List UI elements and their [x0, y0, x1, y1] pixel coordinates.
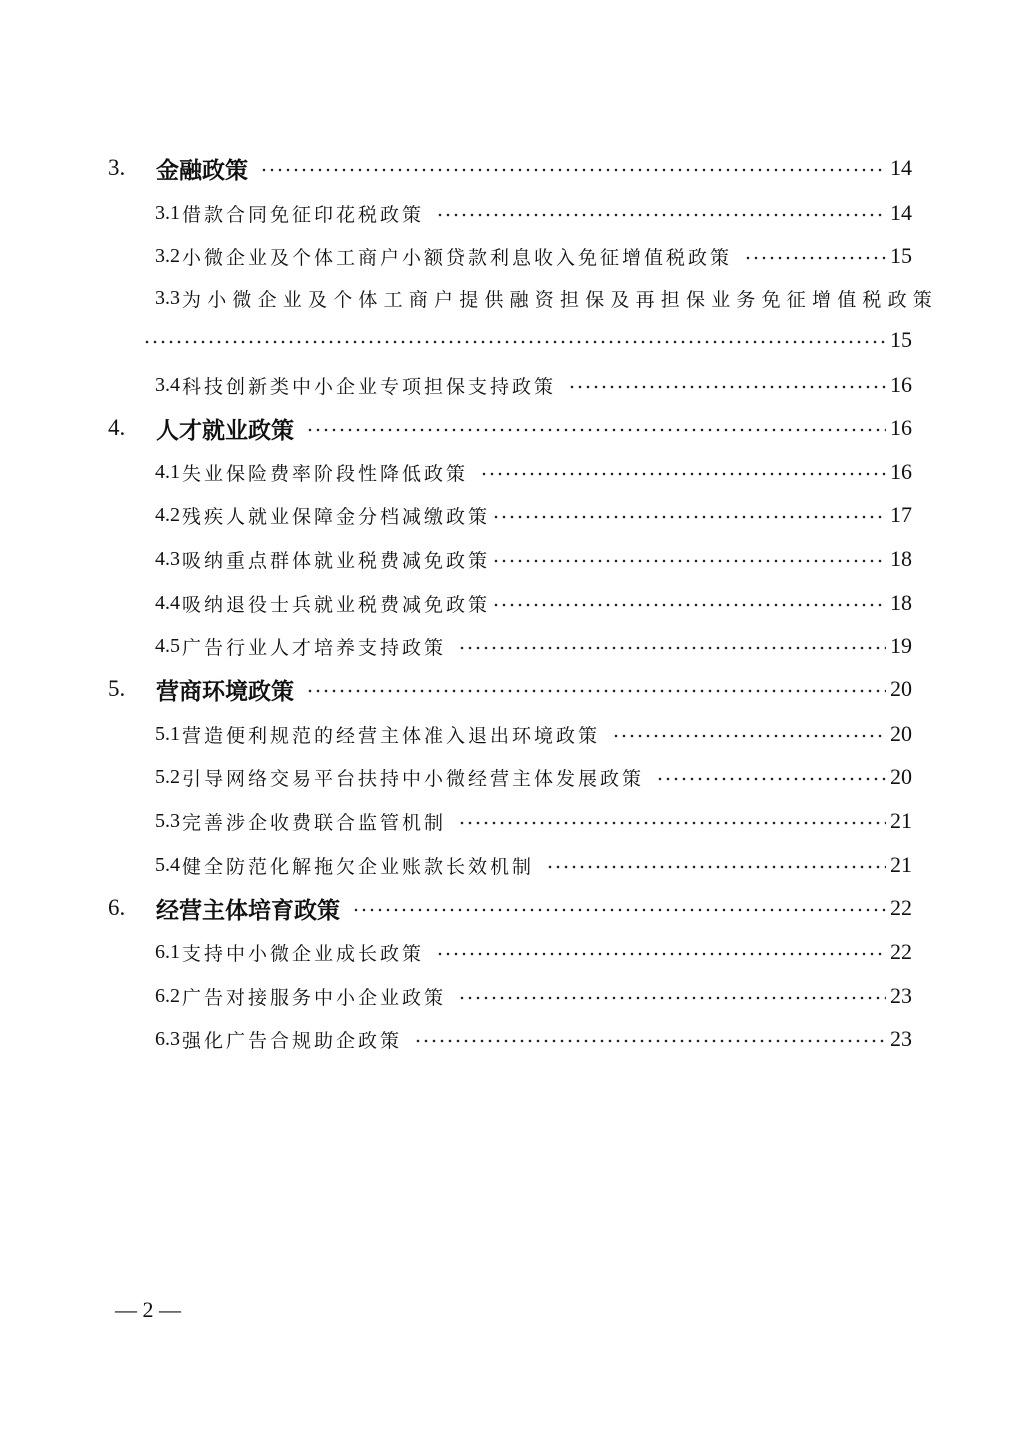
dot-leader [458, 646, 886, 650]
item-title: 失业保险费率阶段性降低政策 [182, 462, 469, 485]
item-number: 3.4 [155, 373, 180, 396]
dot-leader [352, 908, 886, 912]
section-title: 人才就业政策 [156, 417, 294, 444]
page-number: 17 [890, 502, 912, 527]
item-number: 4.2 [155, 503, 180, 526]
dot-leader [458, 821, 886, 825]
item-number: 4.5 [155, 634, 180, 657]
toc-item-4-5[interactable] [155, 626, 912, 666]
page-number: 21 [890, 852, 912, 877]
item-number: 5.3 [155, 809, 180, 832]
section-title: 金融政策 [156, 157, 248, 184]
item-title: 吸纳退役士兵就业税费减免政策 [182, 593, 491, 616]
page-number: 20 [890, 764, 912, 789]
item-number: 5.4 [155, 853, 180, 876]
page-number: 16 [890, 415, 912, 440]
toc-item-5-2[interactable] [155, 757, 912, 797]
section-number: 6. [108, 895, 126, 920]
dot-leader [306, 428, 886, 432]
item-title: 借款合同免征印花税政策 [182, 203, 425, 226]
item-title: 科技创新类中小企业专项担保支持政策 [182, 375, 557, 398]
page-number: 19 [890, 633, 912, 658]
item-title: 营造便利规范的经营主体准入退出环境政策 [182, 724, 601, 747]
toc-item-4-1[interactable] [155, 452, 912, 492]
dot-leader [436, 952, 886, 956]
item-number: 4.4 [155, 591, 180, 614]
toc-item-6-2[interactable] [155, 976, 912, 1016]
section-number: 5. [108, 676, 126, 701]
section-number: 4. [108, 415, 126, 440]
item-title: 小微企业及个体工商户小额贷款利息收入免征增值税政策 [182, 246, 733, 269]
dot-leader [492, 515, 886, 519]
item-number: 4.3 [155, 547, 180, 570]
page-number: 15 [890, 243, 912, 268]
toc-item-3-3[interactable] [155, 278, 938, 318]
item-number: 6.3 [155, 1027, 180, 1050]
toc-section-4[interactable] [108, 408, 912, 448]
item-title: 引导网络交易平台扶持中小微经营主体发展政策 [182, 767, 645, 790]
dot-leader [414, 1039, 886, 1043]
page-number: 21 [890, 808, 912, 833]
page-number: 22 [890, 895, 912, 920]
toc-item-5-3[interactable] [155, 801, 912, 841]
item-title: 吸纳重点群体就业税费减免政策 [182, 549, 491, 572]
toc-item-6-3[interactable] [155, 1019, 912, 1059]
item-title: 残疾人就业保障金分档减缴政策 [182, 505, 491, 528]
page-number: 18 [890, 590, 912, 615]
item-title: 完善涉企收费联合监管机制 [182, 811, 447, 834]
dot-leader [480, 472, 886, 476]
toc-item-4-4[interactable] [155, 583, 912, 623]
page-number: 18 [890, 546, 912, 571]
item-number: 5.1 [155, 722, 180, 745]
toc-section-5[interactable] [108, 669, 912, 709]
item-title: 为小微企业及个体工商户提供融资担保及再担保业务免征增值税政策 [182, 288, 939, 311]
page-number: 20 [890, 676, 912, 701]
item-number: 3.2 [155, 244, 180, 267]
page-number: 16 [890, 459, 912, 484]
page-number: 20 [890, 721, 912, 746]
toc-item-4-3[interactable] [155, 539, 912, 579]
toc-section-3[interactable] [108, 148, 912, 188]
toc-item-3-3-continuation[interactable] [143, 320, 912, 360]
dot-leader [568, 385, 886, 389]
page-number: 23 [890, 1026, 912, 1051]
toc-section-6[interactable] [108, 888, 912, 928]
page-number: 16 [890, 372, 912, 397]
dot-leader [546, 865, 886, 869]
item-title: 强化广告合规助企政策 [182, 1029, 403, 1052]
dot-leader [612, 734, 886, 738]
item-number: 5.2 [155, 765, 180, 788]
page-number: 23 [890, 983, 912, 1008]
page-number: 22 [890, 939, 912, 964]
page-number: 15 [890, 327, 912, 352]
dot-leader [744, 256, 886, 260]
item-number: 6.1 [155, 940, 180, 963]
dot-leader [143, 340, 886, 344]
dot-leader [492, 559, 886, 563]
dot-leader [436, 213, 886, 217]
section-number: 3. [108, 155, 126, 180]
item-title: 广告行业人才培养支持政策 [182, 636, 447, 659]
toc-item-4-2[interactable] [155, 495, 912, 535]
item-number: 6.2 [155, 984, 180, 1007]
toc-item-3-1[interactable] [155, 193, 912, 233]
toc-item-6-1[interactable] [155, 932, 912, 972]
dot-leader [260, 168, 886, 172]
item-number: 4.1 [155, 460, 180, 483]
dot-leader [492, 603, 886, 607]
item-number: 3.3 [155, 286, 180, 309]
dot-leader [458, 996, 886, 1000]
item-title: 健全防范化解拖欠企业账款长效机制 [182, 855, 535, 878]
toc-item-5-4[interactable] [155, 845, 912, 885]
item-title: 支持中小微企业成长政策 [182, 942, 425, 965]
item-number: 3.1 [155, 201, 180, 224]
toc-item-3-4[interactable] [155, 365, 912, 405]
dot-leader [306, 689, 886, 693]
toc-item-3-2[interactable] [155, 236, 912, 276]
item-title: 广告对接服务中小企业政策 [182, 986, 447, 1009]
section-title: 营商环境政策 [156, 678, 294, 705]
page-footer-number: — 2 — [115, 1297, 181, 1322]
section-title: 经营主体培育政策 [156, 897, 340, 924]
page-number: 14 [890, 155, 912, 180]
dot-leader [656, 777, 886, 781]
page-number: 14 [890, 200, 912, 225]
toc-item-5-1[interactable] [155, 714, 912, 754]
